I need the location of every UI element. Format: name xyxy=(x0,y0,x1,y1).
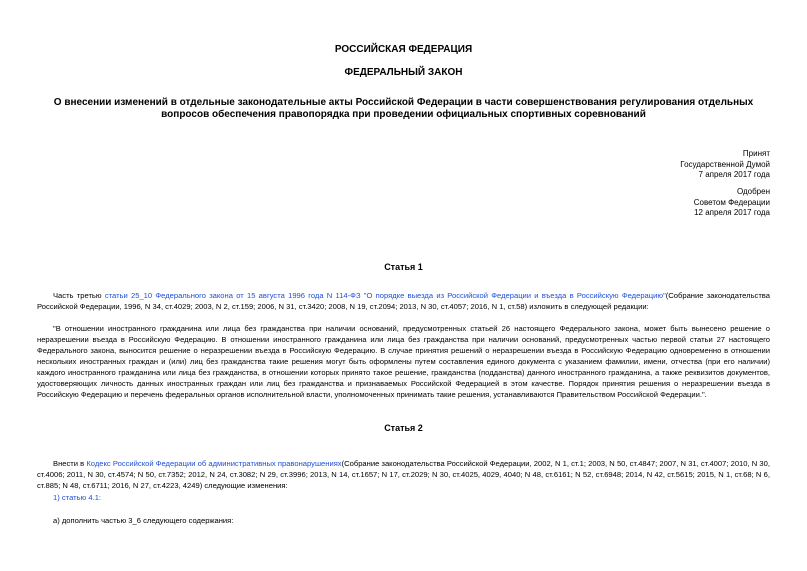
article-2-item-1-number: 1) xyxy=(53,493,62,502)
approval-block xyxy=(694,187,770,219)
approval-line-2: Советом Федерации xyxy=(693,197,770,207)
article-1-p1-text-post: (Собрание законодательства Российской Федерации, 1996, N 34, ст.4029; 2003, N 2, ст.159; 2006, N 31, ст.3420; 2008, N 19, ст.2094; 2013, N 30, ст.4057; 2016, N 1, ст.58) изложить в следующей редакции: xyxy=(37,291,770,311)
article-2-p1-text-pre: Внести в xyxy=(53,459,87,468)
approval-line-1: Одобрен xyxy=(736,187,770,196)
article-2-item-1-colon: : xyxy=(98,493,102,502)
law-title: О внесении изменений в отдельные законодательные акты Российской Федерации в части совершенствования регулирования отдельных вопросов обеспечения правопорядка при проведении официальных спортивных соревнований xyxy=(53,97,754,120)
document-type-heading: ФЕДЕРАЛЬНЫЙ ЗАКОН xyxy=(344,67,463,78)
adoption-block xyxy=(680,149,770,181)
article-2-heading: Статья 2 xyxy=(384,423,423,433)
article-2-item-1a: а) дополнить частью 3_6 следующего содержания: xyxy=(53,516,234,525)
country-heading: РОССИЙСКАЯ ФЕДЕРАЦИЯ xyxy=(334,44,473,55)
article-2-item-1 xyxy=(53,492,770,503)
document-page xyxy=(37,0,770,571)
article-1-paragraph-2: "В отношении иностранного гражданина или лица без гражданства при наличии оснований, предусмотренных статьей 26 настоящего Федерального закона, может быть вынесено решение о неразрешении въезда в Российскую Федерацию. В отношении иностранного гражданина или лица без гражданства при наличии оснований, предусмотренных частью первой статьи 27 настоящего Федерального закона, выносится решение о неразрешении въезда в Российскую Федерацию. В случае принятия решений о неразрешении въезда в Российскую Федерацию одновременно в отношении нескольких иностранных граждан и (или) лиц без гражданства такие решения могут быть оформлены путем составления единого документа с указанием фамилии, имени, отчества (при его наличии) каждого иностранного гражданина или лица без гражданства, в отношении которых принято такое решение, гражданства (подданства) данного иностранного гражданина, а также реквизитов документов, удостоверяющих личность данных иностранных граждан или лиц без гражданства и признаваемых Российской Федерацией в этом качестве. Порядок принятия решения о неразрешении въезда в Российскую Федерацию и перечень федеральных органов исполнительной власти, уполномоченных принимать такие решения, устанавливаются Правительством Российской Федерации.". xyxy=(37,324,770,399)
article-4-1-link[interactable]: статью 4.1 xyxy=(61,493,99,502)
article-1-paragraph-1 xyxy=(37,290,770,312)
article-2-p1-text-post: (Собрание законодательства Российской Федерации, 2002, N 1, ст.1; 2003, N 50, ст.4847; 2007, N 31, ст.4007; 2010, N 30, ст.4006; 2011, N 30, ст.4574; N 50, ст.7352; 2012, N 24, ст.3082; N 29, ст.3996; 2013, N 14, ст.1657; N 17, ст.2029; N 30, ст.4025, 4029, 4040; N 48, ст.6161; N 52, ст.6948; 2014, N 42, ст.5615; 2015, N 1, ст.68; N 6, ст.885; N 48, ст.6711; 2016, N 27, ст.4223, 4249) следующие изменения: xyxy=(37,459,770,490)
article-1-heading: Статья 1 xyxy=(384,262,423,272)
adoption-line-1: Принят xyxy=(742,149,770,158)
article-1-p1-text-pre: Часть третью xyxy=(53,291,105,300)
approval-line-3: 12 апреля 2017 года xyxy=(694,208,770,217)
article-2-paragraph-1 xyxy=(37,458,770,491)
adoption-line-2: Государственной Думой xyxy=(680,159,770,169)
adoption-line-3: 7 апреля 2017 года xyxy=(698,170,770,179)
article-2-code-link[interactable]: Кодекс Российской Федерации об административных правонарушениях xyxy=(86,459,342,468)
article-1-law-link[interactable]: статьи 25_10 Федерального закона от 15 августа 1996 года N 114-ФЗ "О порядке выезда из Российской Федерации и въезда в Российскую Федерацию" xyxy=(104,291,666,300)
